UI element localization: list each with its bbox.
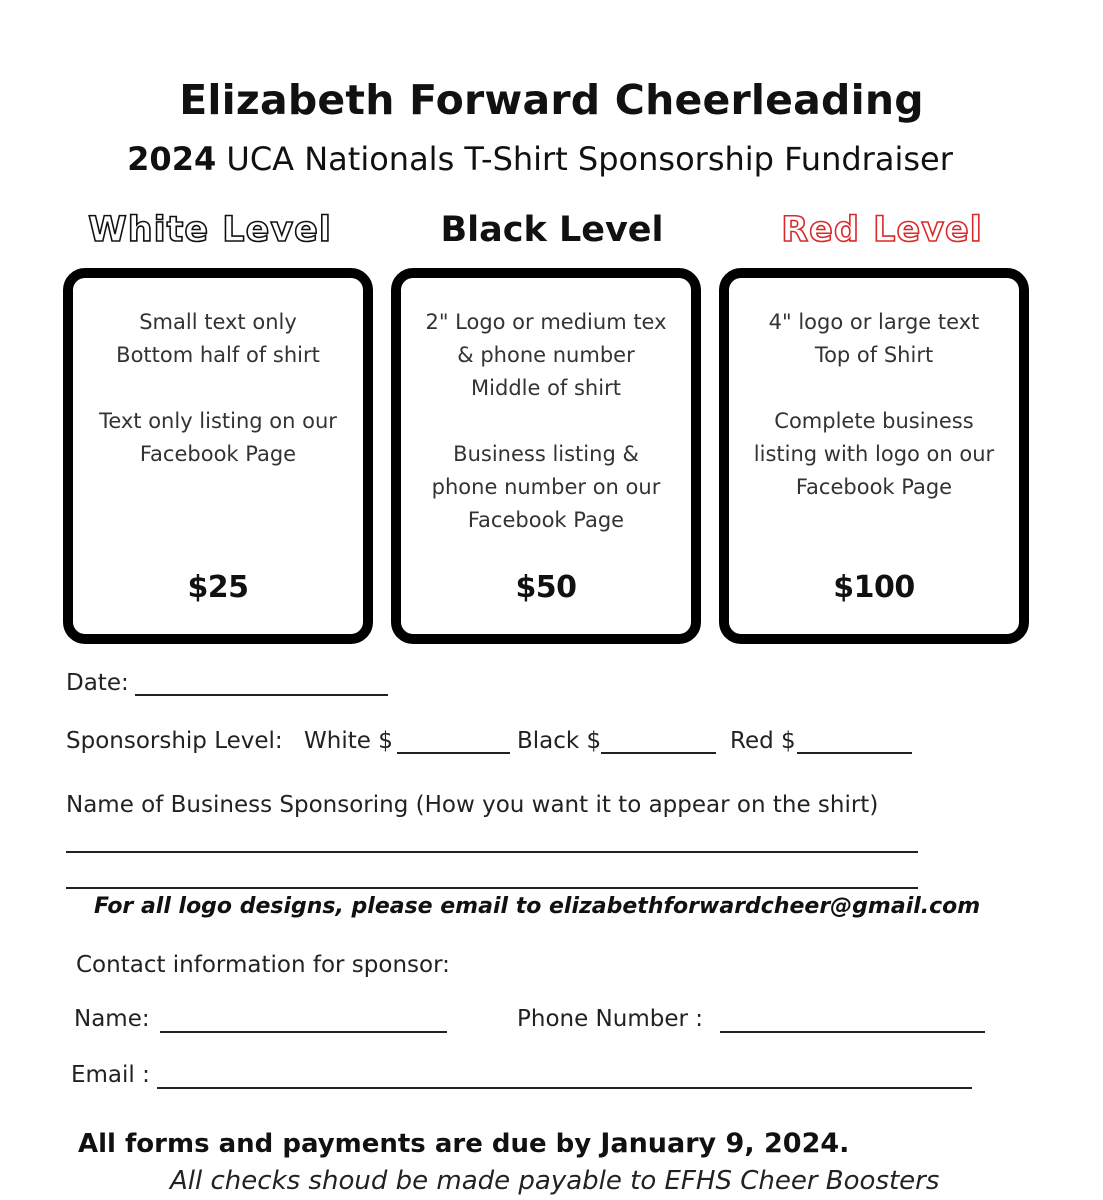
phone-label: Phone Number :: [517, 1006, 704, 1032]
red-amount-field[interactable]: [797, 752, 912, 754]
subtitle-text: UCA Nationals T-Shirt Sponsorship Fundraiser: [216, 140, 953, 178]
black-level-price: $50: [515, 570, 577, 605]
logo-email-note: For all logo designs, please email to elizabethforwardcheer@gmail.com: [94, 894, 981, 919]
red-level-description: 4" logo or large text Top of Shirt Complete business listing with logo on our Facebook Page: [753, 310, 995, 499]
name-field[interactable]: [160, 1031, 447, 1033]
sponsorship-level-label: Sponsorship Level:: [66, 728, 283, 754]
email-field[interactable]: [157, 1087, 972, 1089]
white-amount-label: White $: [304, 728, 393, 754]
white-level-description: Small text only Bottom half of shirt Text only listing on our Facebook Page: [99, 310, 337, 466]
red-level-price: $100: [833, 570, 915, 605]
phone-field[interactable]: [720, 1031, 985, 1033]
red-level-heading: Red Level: [781, 210, 983, 250]
red-level-card: [719, 268, 1029, 644]
black-level-description: 2" Logo or medium tex & phone number Middle of shirt Business listing & phone number on our Facebook Page: [425, 310, 667, 532]
date-label: Date:: [66, 670, 129, 696]
contact-info-label: Contact information for sponsor:: [76, 952, 450, 978]
black-amount-label: Black $: [517, 728, 602, 754]
due-notice: [78, 1128, 849, 1159]
red-amount-label: Red $: [730, 728, 796, 754]
page-subtitle: [0, 140, 1080, 178]
due-text: All forms and payments are due by: [78, 1129, 592, 1159]
white-level-heading: White Level: [88, 210, 332, 250]
due-date: January 9, 2024.: [600, 1128, 850, 1159]
white-level-price: $25: [187, 570, 249, 605]
white-amount-field[interactable]: [397, 752, 510, 754]
checks-payable-note: All checks shoud be made payable to EFHS Cheer Boosters: [170, 1166, 940, 1196]
black-level-card: [391, 268, 701, 644]
date-field[interactable]: [135, 694, 388, 696]
white-level-card: [63, 268, 373, 644]
business-name-field-1[interactable]: [66, 851, 918, 853]
black-amount-field[interactable]: [601, 752, 716, 754]
page-title: Elizabeth Forward Cheerleading: [179, 76, 924, 124]
email-label: Email :: [71, 1062, 150, 1088]
black-level-heading: Black Level: [440, 210, 664, 250]
business-name-field-2[interactable]: [66, 887, 918, 889]
business-name-label: Name of Business Sponsoring (How you want it to appear on the shirt): [66, 792, 879, 818]
name-label: Name:: [74, 1006, 150, 1032]
subtitle-year: 2024: [127, 140, 217, 178]
